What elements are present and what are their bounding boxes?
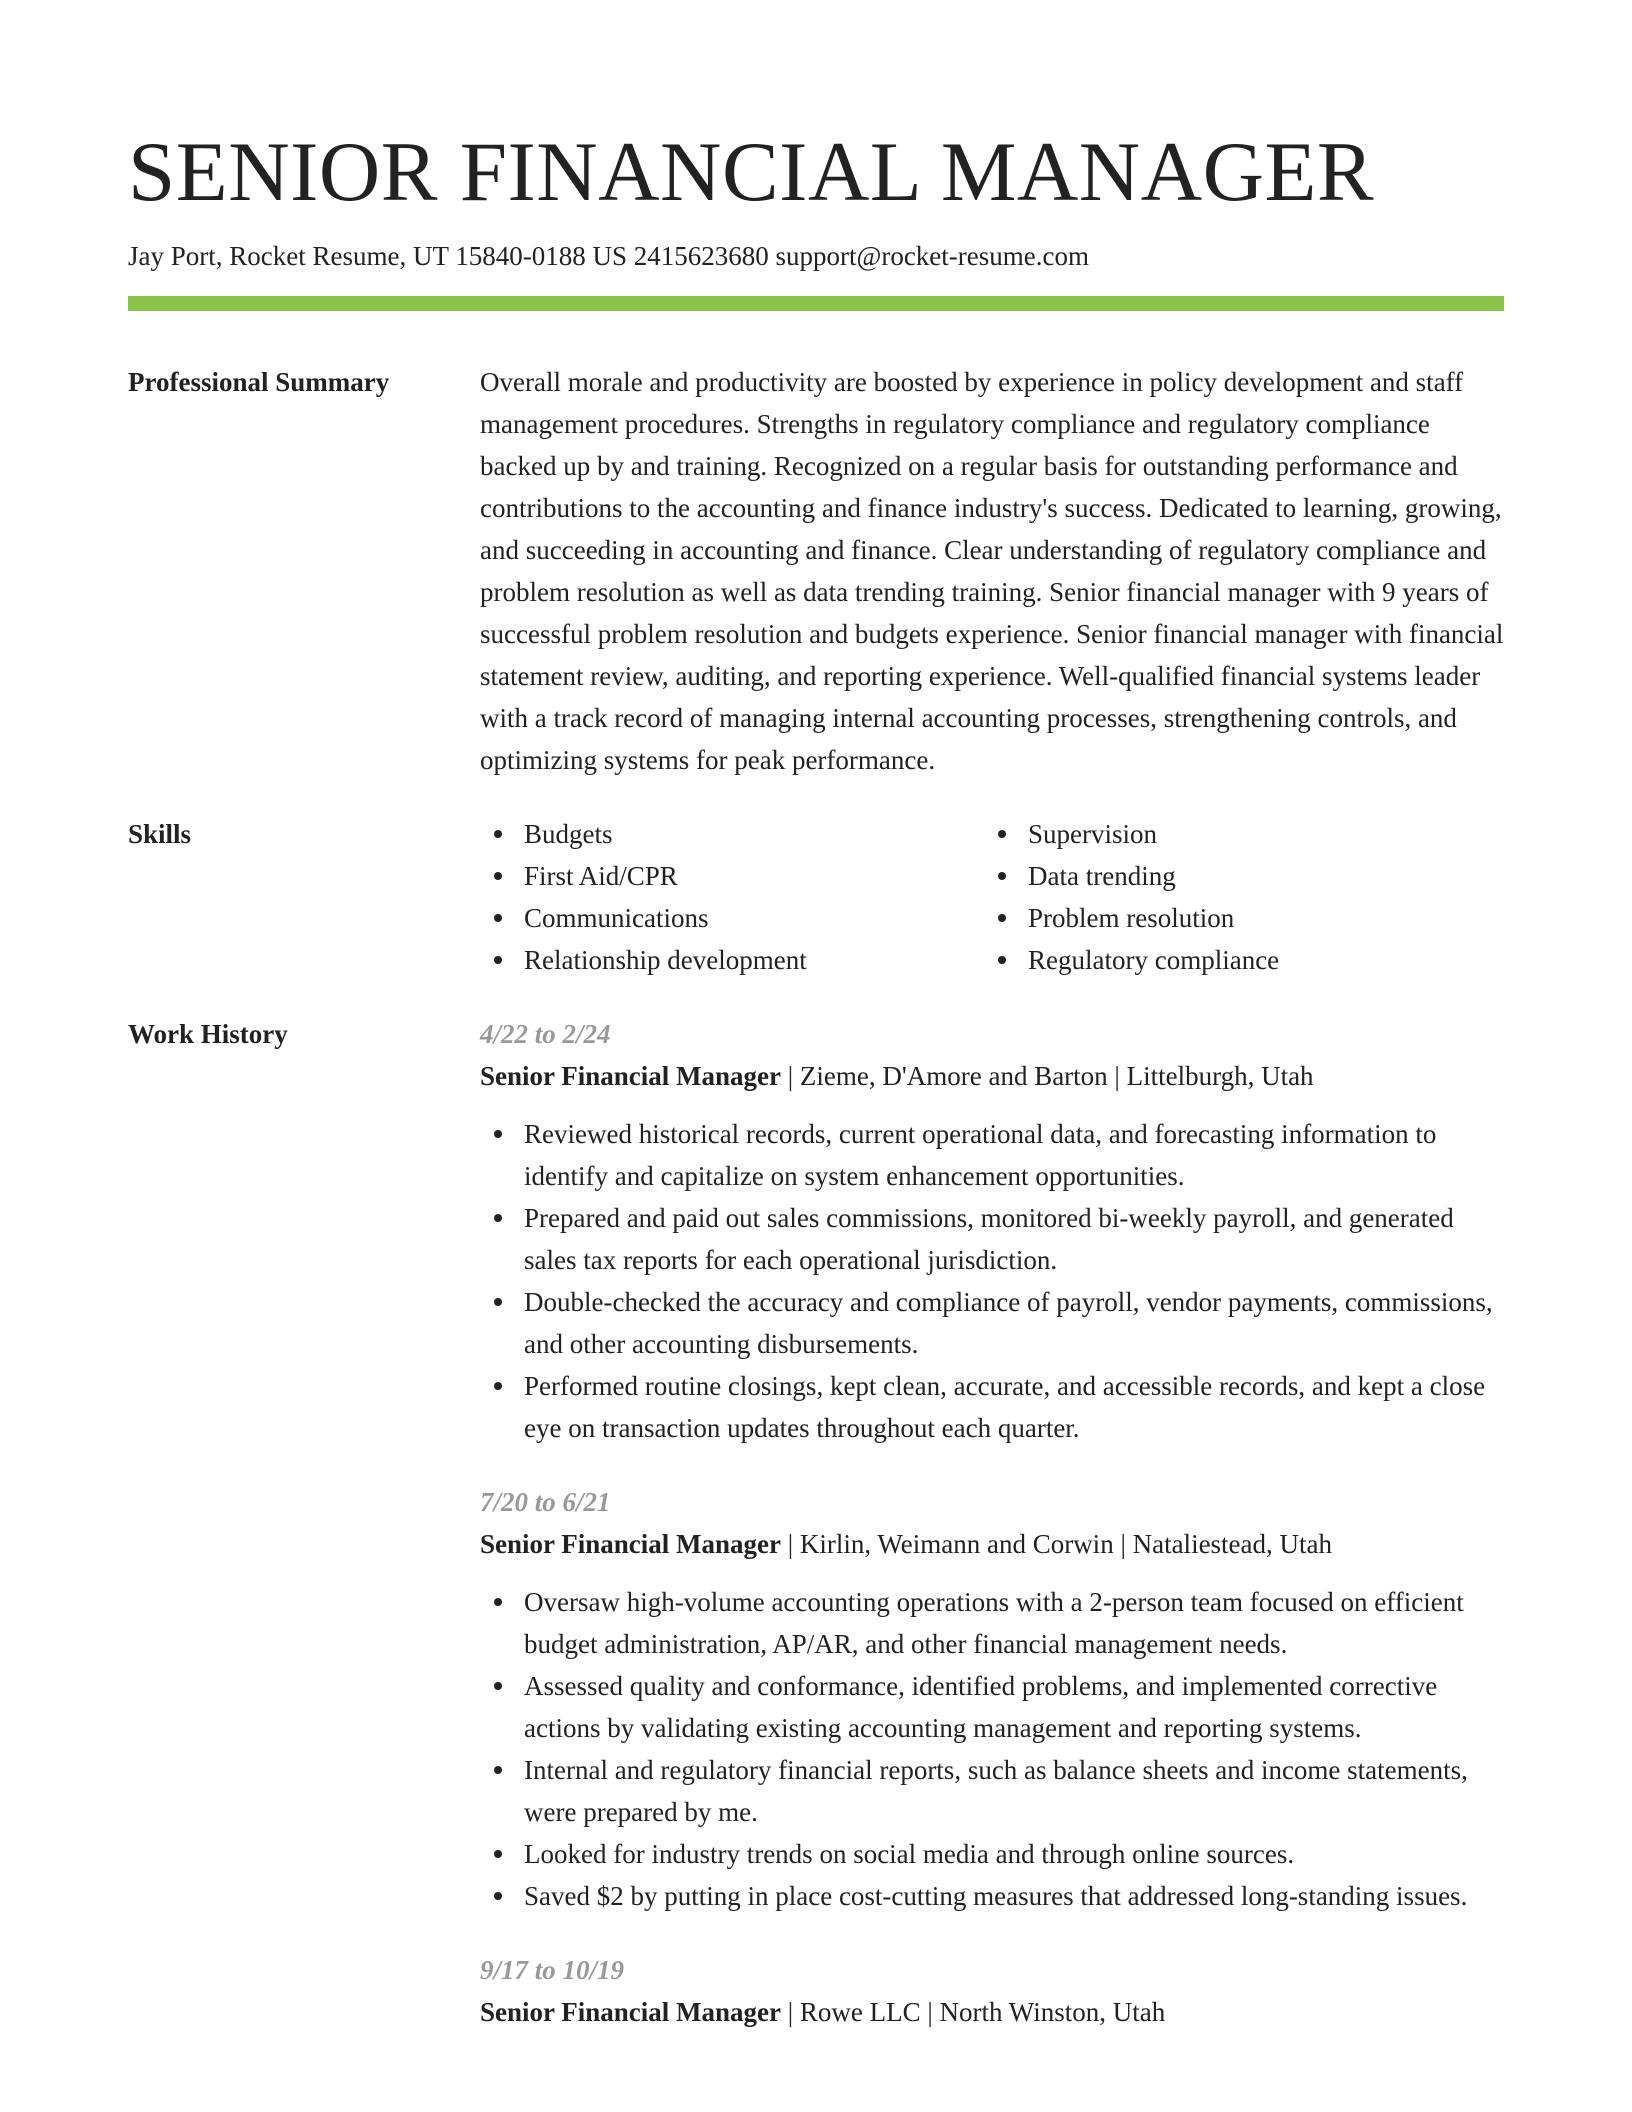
contact-line: Jay Port, Rocket Resume, UT 15840-0188 US 2415623680 support@rocket-resume.com [128,241,1089,271]
job-bullet-text: Prepared and paid out sales commissions, monitored bi-weekly payroll, and generated sales tax reports for each operational jurisdiction. [524,1203,1454,1275]
bullet-dot-icon [494,1682,502,1690]
bullet-dot-icon [998,956,1006,964]
section-label-summary: Professional Summary [128,367,390,397]
job-bullet-text: Assessed quality and conformance, identified problems, and implemented corrective actions by validating existing accounting management and reporting systems. [524,1671,1438,1743]
job-dates: 9/17 to 10/19 [480,1955,625,1985]
job-bullet [480,1665,1504,1749]
job-heading [480,1991,1504,2033]
job-bullet-text: Reviewed historical records, current operational data, and forecasting information to identify and capitalize on system enhancement opportunities. [524,1119,1437,1191]
summary-body [480,361,1504,781]
skill-item [480,897,984,939]
summary-text: Overall morale and productivity are boosted by experience in policy development and staff management procedures. Strengths in regulatory compliance and regulatory compliance backed up by and training. Recognized on a regular basis for outstanding performance and contributions to the accounting and finance industry's success. Dedicated to learning, growing, and succeeding in accounting and finance. Clear understanding of regulatory compliance and problem resolution as well as data trending training. Senior financial manager with 9 years of successful problem resolution and budgets experience. Senior financial manager with financial statement review, auditing, and reporting experience. Well-qualified financial systems leader with a track record of managing internal accounting processes, strengthening controls, and optimizing systems for peak performance. [480,367,1504,775]
job-bullet [480,1875,1504,1917]
skill-item-text: First Aid/CPR [524,861,678,891]
skills-grid [480,813,1504,981]
job-employer-location: | Kirlin, Weimann and Corwin | Nataliestead, Utah [781,1529,1333,1559]
skill-item [480,939,984,981]
job-bullet-text: Double-checked the accuracy and compliance of payroll, vendor payments, commissions, and other accounting disbursements. [524,1287,1493,1359]
bullet-dot-icon [494,1382,502,1390]
bullet-dot-icon [494,1298,502,1306]
job-bullet-list [480,1113,1504,1449]
job-heading [480,1055,1504,1097]
bullet-dot-icon [494,1130,502,1138]
skill-item [480,855,984,897]
page-title: SENIOR FINANCIAL MANAGER [128,125,1375,219]
bullet-dot-icon [494,830,502,838]
job-title: Senior Financial Manager [480,1997,781,2027]
job-bullet [480,1197,1504,1281]
job-bullet [480,1749,1504,1833]
bullet-dot-icon [494,872,502,880]
job-bullet-text: Performed routine closings, kept clean, accurate, and accessible records, and kept a close eye on transaction updates throughout each quarter. [524,1371,1486,1443]
bullet-dot-icon [494,1892,502,1900]
skill-item [984,855,1488,897]
resume-page [128,0,1504,2065]
skill-item [984,897,1488,939]
job-title: Senior Financial Manager [480,1529,781,1559]
bullet-dot-icon [494,1850,502,1858]
skill-item-text: Budgets [524,819,613,849]
job-bullet [480,1281,1504,1365]
skills-section [128,813,1504,981]
bullet-dot-icon [494,1214,502,1222]
job-bullet-text: Oversaw high-volume accounting operations with a 2-person team focused on efficient budget administration, AP/AR, and other financial management needs. [524,1587,1464,1659]
skill-item-text: Data trending [1028,861,1176,891]
job-heading [480,1523,1504,1565]
skill-item [984,939,1488,981]
job-dates: 4/22 to 2/24 [480,1019,611,1049]
bullet-dot-icon [494,1598,502,1606]
job-bullet-list [480,1581,1504,1917]
work-history-body [480,1013,1504,2065]
bullet-dot-icon [494,914,502,922]
job-entry [480,1481,1504,1917]
skill-item [984,813,1488,855]
bullet-dot-icon [998,830,1006,838]
professional-summary-section [128,361,1504,781]
section-label-skills: Skills [128,819,192,849]
section-label-work-history: Work History [128,1019,288,1049]
bullet-dot-icon [998,914,1006,922]
job-entry [480,1949,1504,2033]
job-bullet-text: Looked for industry trends on social media and through online sources. [524,1839,1295,1869]
skill-item-text: Communications [524,903,709,933]
job-employer-location: | Rowe LLC | North Winston, Utah [781,1997,1166,2027]
skill-item [480,813,984,855]
job-bullet [480,1581,1504,1665]
job-bullet [480,1113,1504,1197]
skills-column-right [984,813,1488,981]
skill-item-text: Problem resolution [1028,903,1235,933]
skill-item-text: Supervision [1028,819,1158,849]
job-dates: 7/20 to 6/21 [480,1487,611,1517]
job-bullet [480,1365,1504,1449]
job-bullet-text: Saved $2 by putting in place cost-cutting measures that addressed long-standing issues. [524,1881,1468,1911]
skills-body [480,813,1504,981]
bullet-dot-icon [494,956,502,964]
job-bullet-text: Internal and regulatory financial reports, such as balance sheets and income statements, were prepared by me. [524,1755,1468,1827]
bullet-dot-icon [998,872,1006,880]
skill-item-text: Regulatory compliance [1028,945,1280,975]
job-employer-location: | Zieme, D'Amore and Barton | Littelburgh, Utah [781,1061,1314,1091]
work-history-section [128,1013,1504,2065]
job-title: Senior Financial Manager [480,1061,781,1091]
bullet-dot-icon [494,1766,502,1774]
accent-divider [128,296,1504,311]
skills-column-left [480,813,984,981]
skill-item-text: Relationship development [524,945,807,975]
job-bullet [480,1833,1504,1875]
job-entry [480,1013,1504,1449]
